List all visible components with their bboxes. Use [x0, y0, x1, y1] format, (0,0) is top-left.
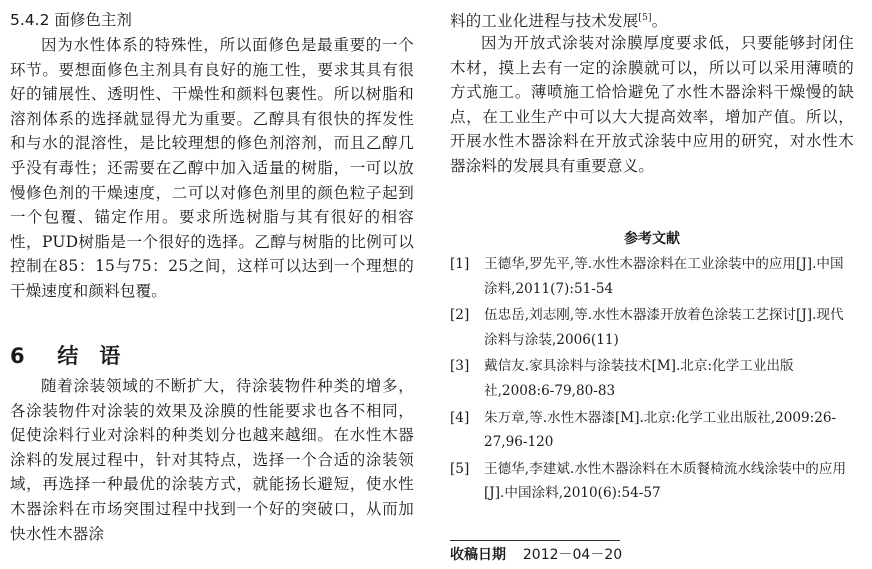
subsection-heading [10, 8, 132, 32]
subsection-number: 5.4.2 [10, 11, 50, 29]
reference-number: [3] [450, 358, 470, 375]
reference-text: 朱万章,等.水性木器漆[M].北京:化学工业出版社,2009:26-27,96-120 [484, 409, 837, 451]
citation-mark: [5] [638, 13, 652, 23]
section-heading [10, 343, 120, 369]
reference-number: [5] [450, 460, 470, 477]
reference-text: 戴信友.家具涂料与涂装技术[M].北京:化学工业出版社,2008:6-79,80-83 [484, 358, 794, 399]
reference-number: [4] [450, 409, 470, 426]
footnote-rule [450, 540, 620, 541]
reference-text: 伍忠岳,刘志刚,等.水性木器漆开放着色涂装工艺探讨[J].现代涂料与涂装,2006(11) [484, 307, 844, 348]
period-mark: 。 [651, 12, 668, 31]
reference-item [450, 354, 854, 403]
subsection-title: 面修色主剂 [54, 11, 132, 29]
body-paragraph-finishing-agent: 因为水性体系的特殊性，所以面修色是最重要的一个环节。要想面修色主剂具有良好的施工性，要求其具有很好的铺展性、透明性、干燥性和颜料包裹性。所以树脂和溶剂体系的选择就显得尤为重要。乙醇具有很快的挥发性和与水的混溶性，是比较理想的修色剂溶剂，而且乙醇几乎没有毒性；还需要在乙醇中加入适量的树脂，一可以放慢修色剂的干燥速度，二可以对修色剂里的颜色粒子起到一个包覆、锚定作用。要求所选树脂与其有很好的相容性，PUD树脂是一个很好的选择。乙醇与树脂的比例可以控制在85：15与75：25之间，这样可以达到一个理想的干燥速度和颜料包覆。 [10, 36, 414, 300]
received-date-line [450, 545, 622, 565]
received-label: 收稿日期 [450, 547, 506, 563]
section-number: 6 [10, 344, 25, 368]
reference-number: [2] [450, 307, 470, 324]
body-paragraph-continued [450, 6, 854, 34]
continued-text: 料的工业化进程与技术发展 [450, 12, 639, 31]
reference-item [450, 252, 854, 301]
received-date: 2012－04－20 [522, 547, 623, 563]
references-title: 参考文献 [624, 231, 680, 247]
body-paragraph-open-coating: 因为开放式涂装对涂膜厚度要求低，只要能够封闭住木材，摸上去有一定的涂膜就可以，所以可以采用薄喷的方式施工。薄喷施工恰恰避免了水性木器涂料干燥慢的缺点，在工业生产中可以大大提高效率，增加产值。所以，开展水性木器涂料在开放式涂装中应用的研究，对水性木器涂料的发展具有重要意义。 [450, 34, 854, 175]
reference-item [450, 457, 854, 506]
reference-text: 王德华,罗先平,等.水性木器涂料在工业涂装中的应用[J].中国涂料,2011(7):51-54 [484, 256, 844, 297]
reference-text: 王德华,李建斌.水性木器涂料在木质餐椅流水线涂装中的应用[J].中国涂料,2010(6):54-57 [484, 460, 847, 502]
section-title: 结 语 [57, 343, 121, 368]
body-paragraph-conclusion: 随着涂装领域的不断扩大，待涂装物件种类的增多，各涂装物件对涂装的效果及涂膜的性能要求也各不相同，促使涂料行业对涂料的种类划分也越来越细。在水性木器涂料的发展过程中，针对其特点，选择一个合适的涂装领域，再选择一种最优的涂装方式，就能扬长避短，使水性木器涂料在市场突围过程中找到一个好的突破口，从而加快水性木器涂 [10, 377, 414, 543]
reference-list [450, 252, 854, 508]
reference-number: [1] [450, 256, 470, 272]
reference-item [450, 303, 854, 352]
reference-item [450, 406, 854, 455]
